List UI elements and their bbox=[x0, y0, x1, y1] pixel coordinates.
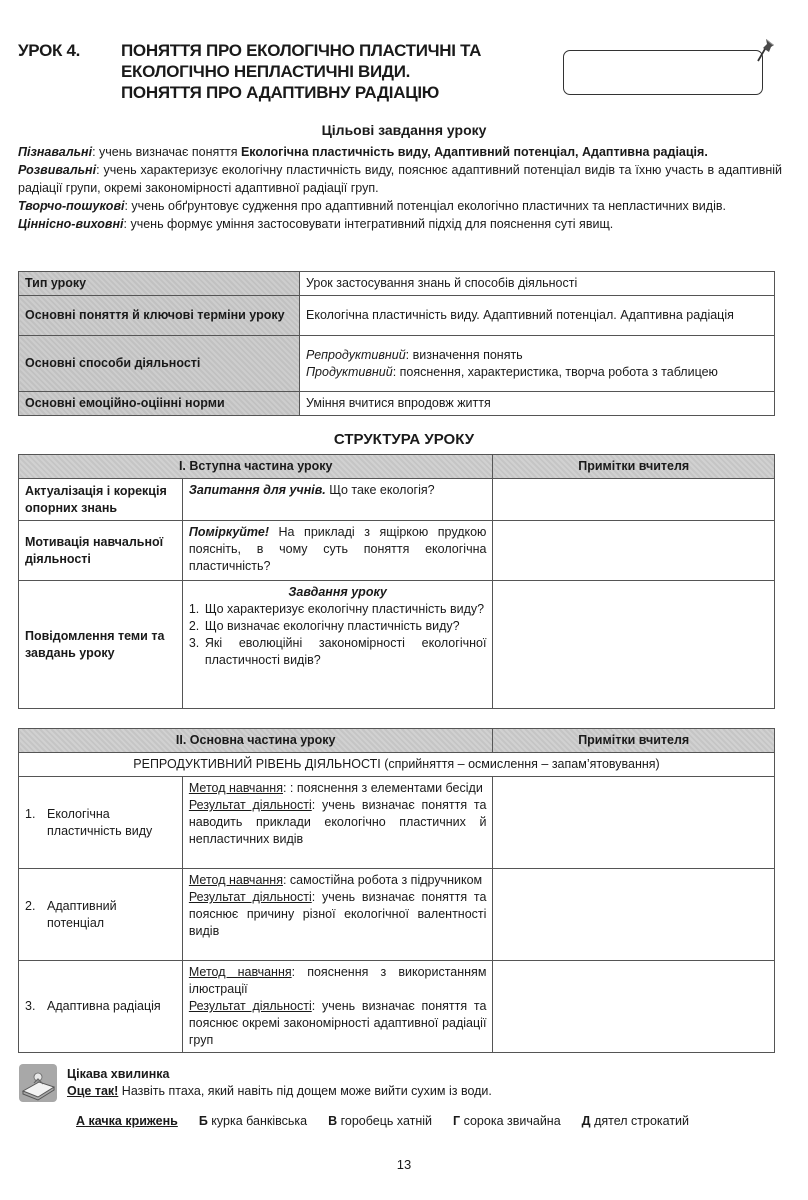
lesson-header bbox=[18, 40, 558, 103]
lesson-title bbox=[121, 40, 481, 103]
content-cell: Метод навчання: самостійна робота з підручником Результат діяльності: учень визначає поняття та пояснює причину різної екологічної валентності видів bbox=[182, 869, 493, 961]
list-item: 3. Які еволюційні закономірності екологічної пластичності видів? bbox=[188, 636, 487, 667]
table-row bbox=[19, 777, 775, 869]
structure-title: СТРУКТУРА УРОКУ bbox=[333, 431, 475, 448]
goal-creative: Творчо-пошукові: учень обґрунтовує судження про адаптивний потенціал екологічно пластичних та непластичних видів. bbox=[18, 199, 726, 213]
content-cell: Запитання для учнів. Що таке екологія? bbox=[182, 479, 493, 521]
lesson-info-table bbox=[18, 271, 775, 416]
lesson-title-line: ЕКОЛОГІЧНО НЕПЛАСТИЧНІ ВИДИ. bbox=[121, 62, 411, 81]
fun-minute bbox=[67, 1066, 767, 1100]
table-header-row bbox=[19, 455, 775, 479]
table-row bbox=[19, 869, 775, 961]
list-item: 2. Що визначає екологічну пластичність виду? bbox=[188, 619, 460, 633]
table-row bbox=[19, 336, 775, 392]
tasks-title: Завдання уроку bbox=[288, 585, 387, 599]
info-key: Тип уроку bbox=[19, 272, 300, 296]
goal-value: Ціннісно-виховні: учень формує уміння застосовувати інтегративний підхід для пояснення суті явищ. bbox=[18, 217, 614, 231]
table-header-row bbox=[19, 729, 775, 753]
info-value: Урок застосування знань й способів діяльності bbox=[300, 272, 775, 296]
content-cell bbox=[182, 581, 493, 709]
teacher-notes-cell[interactable] bbox=[493, 777, 775, 869]
info-value: Репродуктивний: визначення понять Продуктивний: пояснення, характеристика, творча робота з таблицею bbox=[300, 336, 775, 392]
activity-level: РЕПРОДУКТИВНИЙ РІВЕНЬ ДІЯЛЬНОСТІ (сприйняття – осмислення – запам’ятовування) bbox=[19, 753, 775, 777]
answer-option: В горобець хатній bbox=[328, 1114, 433, 1128]
table-row bbox=[19, 961, 775, 1053]
lesson-title-line: ПОНЯТТЯ ПРО ЕКОЛОГІЧНО ПЛАСТИЧНІ ТА bbox=[121, 41, 482, 60]
activity-level-row bbox=[19, 753, 775, 777]
lesson-title-line: ПОНЯТТЯ ПРО АДАПТИВНУ РАДІАЦІЮ bbox=[121, 83, 439, 102]
list-item: 1. Що характеризує екологічну пластичність виду? bbox=[188, 602, 485, 616]
table-row bbox=[19, 392, 775, 416]
column-header-notes: Примітки вчителя bbox=[493, 729, 775, 753]
column-header-part: І. Вступна частина уроку bbox=[19, 455, 493, 479]
teacher-notes-cell[interactable] bbox=[493, 521, 775, 581]
answer-option: А качка крижень bbox=[76, 1114, 178, 1128]
stage-cell: Повідомлення теми та завдань уроку bbox=[19, 581, 183, 709]
goals-section bbox=[18, 143, 782, 233]
info-value: Уміння вчитися впродовж життя bbox=[300, 392, 775, 416]
goal-cognitive: Пізнавальні: учень визначає поняття Екологічна пластичність виду, Адаптивний потенціал, Адаптивна радіація. bbox=[18, 145, 708, 159]
content-cell: Метод навчання: : пояснення з елементами бесіди Результат діяльності: учень визначає поняття та наводить приклади екологічно пластичних й непластичних видів bbox=[182, 777, 493, 869]
answer-option: Г сорока звичайна bbox=[453, 1114, 561, 1128]
stage-cell: Мотивація навчальної діяльності bbox=[19, 521, 183, 581]
topic-cell: 1. Екологічна пластичність виду bbox=[19, 777, 183, 869]
goal-developmental: Розвивальні: учень характеризує екологічну пластичність виду, пояснює адаптивний потенціал видів та їхню участь в адаптивній радіації групи, окремі закономірності адаптивної радіації груп. bbox=[18, 163, 782, 195]
info-key: Основні поняття й ключові терміни уроку bbox=[19, 296, 300, 336]
teacher-notes-cell[interactable] bbox=[493, 869, 775, 961]
column-header-notes: Примітки вчителя bbox=[493, 455, 775, 479]
intro-part-table bbox=[18, 454, 775, 709]
teacher-notes-cell[interactable] bbox=[493, 581, 775, 709]
info-value: Екологічна пластичність виду. Адаптивний потенціал. Адаптивна радіація bbox=[300, 296, 775, 336]
info-key: Основні емоційно-оціінні норми bbox=[19, 392, 300, 416]
goals-title: Цільові завдання уроку bbox=[321, 122, 487, 138]
note-box bbox=[563, 50, 763, 95]
page-number: 13 bbox=[396, 1157, 412, 1172]
answer-option: Б курка банківська bbox=[198, 1114, 308, 1128]
stage-cell: Актуалізація і корекція опорних знань bbox=[19, 479, 183, 521]
table-row bbox=[19, 272, 775, 296]
fun-minute-title: Цікава хвилинка bbox=[67, 1067, 170, 1081]
content-cell: Метод навчання: пояснення з використанням ілюстрації Результат діяльності: учень визначає поняття та пояснює окремі закономірності адаптивної радіації груп bbox=[182, 961, 493, 1053]
topic-cell: 3. Адаптивна радіація bbox=[19, 961, 183, 1053]
book-icon bbox=[18, 1063, 58, 1103]
lesson-number: УРОК 4. bbox=[18, 41, 81, 60]
main-part-table bbox=[18, 728, 775, 1053]
answer-option: Д дятел строкатий bbox=[581, 1114, 690, 1128]
topic-cell: 2. Адаптивний потенціал bbox=[19, 869, 183, 961]
tasks-list bbox=[189, 601, 487, 669]
pushpin-icon bbox=[753, 37, 777, 65]
table-row bbox=[19, 521, 775, 581]
teacher-notes-cell[interactable] bbox=[493, 961, 775, 1053]
content-cell: Поміркуйте! На прикладі з ящіркою прудкою поясніть, в чому суть поняття екологічна пластичність? bbox=[182, 521, 493, 581]
table-row bbox=[19, 296, 775, 336]
teacher-notes-cell[interactable] bbox=[493, 479, 775, 521]
answer-options bbox=[76, 1113, 710, 1130]
column-header-part: ІІ. Основна частина уроку bbox=[19, 729, 493, 753]
table-row bbox=[19, 581, 775, 709]
fun-minute-question: Оце так! Назвіть птаха, який навіть під дощем може вийти сухим із води. bbox=[67, 1084, 492, 1098]
info-key: Основні способи діяльності bbox=[19, 336, 300, 392]
table-row bbox=[19, 479, 775, 521]
